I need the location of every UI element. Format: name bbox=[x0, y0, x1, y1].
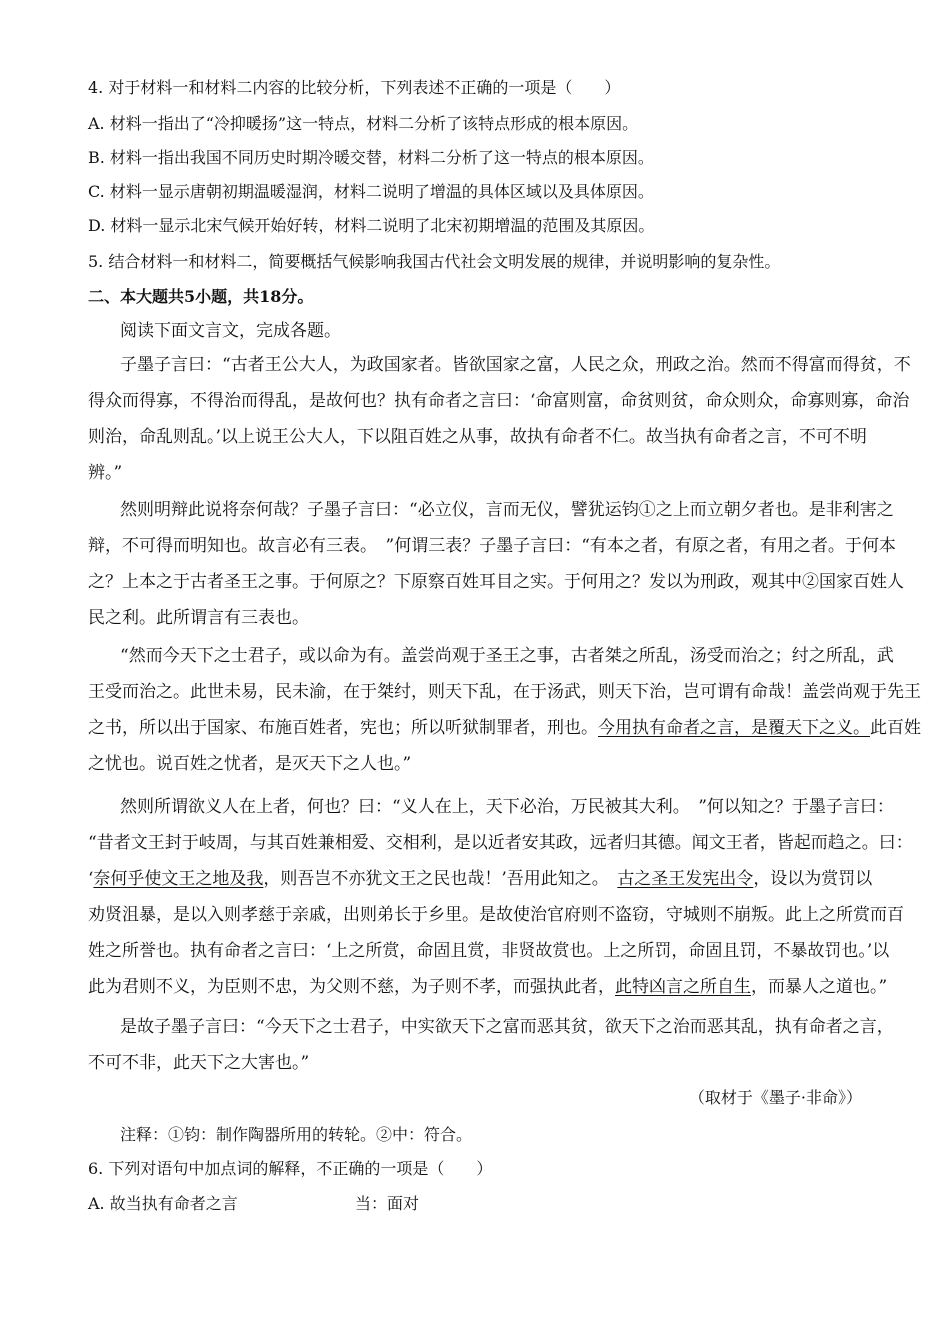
passage-line: 然则明辩此说将奈何哉？子墨子言曰：“必立仪，言而无仪，譬犹运钧①之上而立朝夕者也。是非利害之 bbox=[120, 500, 894, 520]
passage-line: 之忧也。说百姓之忧者，是灭天下之人也。” bbox=[88, 754, 412, 774]
source-citation: （取材于《墨子·非命》） bbox=[688, 1088, 862, 1107]
passage-line: 子墨子言曰：“古者王公大人，为政国家者。皆欲国家之富，人民之众，刑政之治。然而不得富而得贫，不 bbox=[120, 355, 911, 375]
passage-line: 姓之所誉也。执有命者之言曰：‘上之所赏，命固且赏，非贤故赏也。上之所罚，命固且罚，不暴故罚也。’以 bbox=[88, 941, 890, 961]
passage-line: 得众而得寡，不得治而得乱，是故何也？执有命者之言曰：‘命富则富，命贫则贫，命众则众，命寡则寡，命治 bbox=[88, 391, 910, 411]
passage-line: ‘奈何乎使文王之地及我，则吾岂不亦犹文王之民也哉！’吾用此知之。 古之圣王发宪出令，设以为赏罚以 bbox=[88, 869, 873, 889]
passage-line: 王受而治之。此世未易，民未渝，在于桀纣，则天下乱，在于汤武，则天下治，岂可谓有命哉！盖尝尚观于先王 bbox=[88, 682, 921, 702]
passage-line: 然则所谓欲义人在上者，何也？曰：“义人在上，天下必治，万民被其大利。 ”何以知之？于墨子言曰： bbox=[120, 797, 894, 817]
question-6-stem: 6. 下列对语句中加点词的解释，不正确的一项是（ ） bbox=[88, 1159, 493, 1178]
passage-line: 劝贤沮暴，是以入则孝慈于亲戚，出则弟长于乡里。是故使治官府则不盗窃，守城则不崩叛。此上之所赏而百 bbox=[88, 905, 904, 925]
passage-line: 是故子墨子言曰：“今天下之士君子，中实欲天下之富而恶其贫，欲天下之治而恶其乱，执有命者之言， bbox=[120, 1017, 894, 1037]
question-6-option-a-gloss: 当：面对 bbox=[355, 1194, 420, 1213]
passage-line: “昔者文王封于岐周，与其百姓兼相爱、交相利，是以近者安其政，远者归其德。闻文王者，皆起而趋之。曰： bbox=[88, 833, 913, 853]
passage-line: 此为君则不义，为臣则不忠，为父则不慈，为子则不孝，而强执此者，此特凶言之所自生，而暴人之道也。” bbox=[88, 977, 888, 997]
passage-line: 之书，所以出于国家、布施百姓者，宪也；所以听狱制罪者，刑也。今用执有命者之言，是覆天下之义。此百姓 bbox=[88, 718, 921, 738]
passage-line: “然而今天下之士君子，或以命为有。盖尝尚观于圣王之事，古者桀之所乱，汤受而治之；纣之所乱，武 bbox=[120, 646, 894, 666]
question-5: 5. 结合材料一和材料二，简要概括气候影响我国古代社会文明发展的规律，并说明影响的复杂性。 bbox=[88, 252, 781, 271]
section-heading: 二、本大题共5小题，共18分。 bbox=[88, 287, 314, 306]
question-6-option-a: A. 故当执有命者之言 bbox=[88, 1194, 238, 1213]
underlined-sentence: 此特凶言之所自生 bbox=[615, 977, 751, 997]
passage-line: 辩，不可得而明知也。故言必有三表。 ”何谓三表？子墨子言曰：“有本之者，有原之者，有用之者。于何本 bbox=[88, 536, 896, 556]
underlined-sentence: 古之圣王发宪出令 bbox=[617, 869, 754, 889]
passage-line: 不可不非，此天下之大害也。” bbox=[88, 1053, 310, 1073]
passage-line: 则治，命乱则乱。’以上说王公大人，下以阻百姓之从事，故执有命者不仁。故当执有命者之言，不可不明 bbox=[88, 427, 867, 447]
underlined-sentence: 今用执有命者之言，是覆天下之义。 bbox=[598, 718, 870, 738]
passage-line: 民之利。此所谓言有三表也。 bbox=[88, 608, 309, 628]
question-4-stem: 4. 对于材料一和材料二内容的比较分析，下列表述不正确的一项是（ ） bbox=[88, 78, 621, 97]
question-4-option-a: A. 材料一指出了“冷抑暖扬”这一特点，材料二分析了该特点形成的根本原因。 bbox=[88, 114, 639, 133]
question-4-option-d: D. 材料一显示北宋气候开始好转，材料二说明了北宋初期增温的范围及其原因。 bbox=[88, 216, 655, 235]
question-4-option-c: C. 材料一显示唐朝初期温暖湿润，材料二说明了增温的具体区域以及具体原因。 bbox=[88, 182, 654, 201]
question-4-option-b: B. 材料一指出我国不同历史时期冷暖交替，材料二分析了这一特点的根本原因。 bbox=[88, 148, 654, 167]
passage-line: 之？上本之于古者圣王之事。于何原之？下原察百姓耳目之实。于何用之？发以为刑政，观其中②国家百姓人 bbox=[88, 572, 904, 592]
passage-line: 辨。” bbox=[88, 463, 123, 483]
footnote: 注释：①钧：制作陶器所用的转轮。②中：符合。 bbox=[120, 1125, 473, 1144]
underlined-sentence: 奈何乎使文王之地及我 bbox=[93, 869, 264, 889]
reading-instruction: 阅读下面文言文，完成各题。 bbox=[120, 321, 341, 341]
